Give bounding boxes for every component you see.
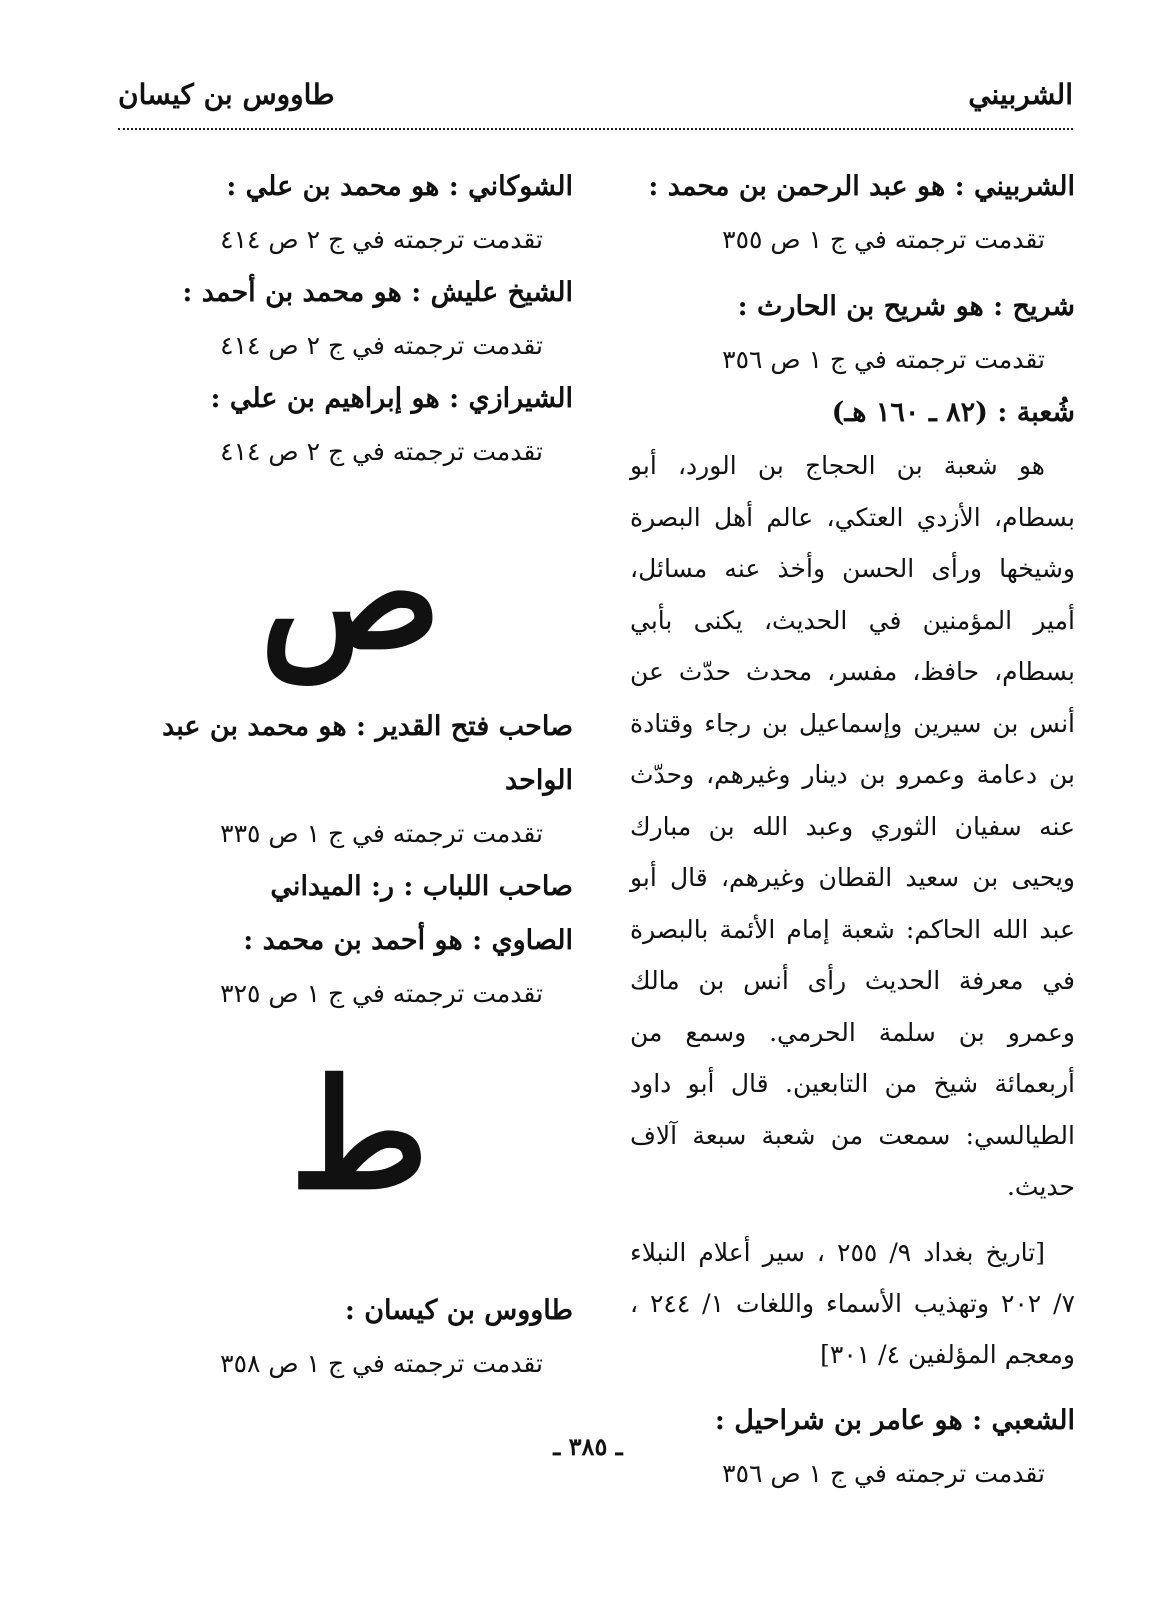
- entry-body-shuba-text: هو شعبة بن الحجاج بن الورد، أبو بسطام، الأزدي العتكي، عالم أهل البصرة وشيخها ورأى الحسن وأخذ عنه مسائل، أمير المؤمنين في الحديث، يكنى بأبي بسطام، حافظ، مفسر، محدث حدّث عن أنس بن سيرين وإسماعيل بن رجاء وقتادة بن دعامة وعمرو بن دينار وغيرهم، وحدّث عنه سفيان الثوري وعبد الله بن مبارك ويحيى بن سعيد القطان وغيرهم، قال أبو عبد الله الحاكم: شعبة إمام الأئمة بالبصرة في معرفة الحديث رأى أنس بن مالك وعمرو بن سلمة الحرمي. وسمع من أربعمائة شيخ من التابعين. قال أبو داود الطيالسي: سمعت من شعبة سبعة آلاف حديث.: [630, 451, 1075, 1201]
- entry-sources-shuba-text: [تاريخ بغداد ٩/ ٢٥٥ ، سير أعلام النبلاء ٧/ ٢٠٢ وتهذيب الأسماء واللغات ١/ ٢٤٤ ، ومعجم المؤلفين ٤/ ٣٠١]: [630, 1237, 1076, 1369]
- entry-title-ulaysh: الشيخ عليش : هو محمد بن أحمد :: [182, 277, 573, 308]
- entry-ref-fath-alqadir: تقدمت ترجمته في ج ١ ص ٣٣٥: [220, 819, 543, 848]
- entry-ref-sawi: تقدمت ترجمته في ج ١ ص ٣٢٥: [220, 979, 543, 1008]
- running-head: [118, 78, 1073, 130]
- section-letter-sad: ص: [260, 507, 442, 683]
- entry-title-tawus: طاووس بن كيسان :: [344, 1295, 573, 1326]
- section-letter-ta: ط: [290, 1047, 429, 1223]
- page-number: ـ ٣٨٥ ـ: [553, 1432, 623, 1461]
- left-column-bottom: [118, 1284, 573, 1390]
- right-column: [630, 160, 1075, 1500]
- entry-title-fath-alqadir: صاحب فتح القدير : هو محمد بن عبد الواحد: [162, 711, 573, 796]
- entry-ref-shurayh: تقدمت ترجمته في ج ١ ص ٣٥٦: [722, 345, 1045, 374]
- entry-ref-ulaysh: تقدمت ترجمته في ج ٢ ص ٤١٤: [220, 331, 543, 360]
- entry-title-shirazi: الشيرازي : هو إبراهيم بن علي :: [210, 383, 573, 414]
- entry-title-shabi: الشعبي : هو عامر بن شراحيل :: [714, 1404, 1075, 1436]
- entry-ref-shirazi: تقدمت ترجمته في ج ٢ ص ٤١٤: [220, 437, 543, 466]
- entry-ref-sharbini: تقدمت ترجمته في ج ١ ص ٣٥٥: [722, 225, 1045, 254]
- entry-sources-shuba: [630, 1227, 1075, 1380]
- entry-title-sawi: الصاوي : هو أحمد بن محمد :: [243, 925, 573, 956]
- left-column-middle: [118, 700, 573, 1020]
- entry-ref-tawus: تقدمت ترجمته في ج ١ ص ٣٥٨: [220, 1349, 543, 1378]
- entry-title-allubab: صاحب اللباب : ر: الميداني: [270, 871, 573, 902]
- running-head-right: الشربيني: [968, 78, 1073, 111]
- entry-ref-shabi: تقدمت ترجمته في ج ١ ص ٣٥٦: [722, 1458, 1045, 1488]
- running-head-left: طاووس بن كيسان: [118, 78, 335, 111]
- entry-ref-shawkani: تقدمت ترجمته في ج ٢ ص ٤١٤: [220, 225, 543, 254]
- entry-title-shuba: شُعبة : (٨٢ ـ ١٦٠ هـ): [831, 397, 1075, 428]
- left-column-top: [118, 160, 573, 478]
- entry-body-shuba: [630, 440, 1075, 1213]
- entry-title-shawkani: الشوكاني : هو محمد بن علي :: [226, 171, 573, 202]
- entry-title-shurayh: شريح : هو شريح بن الحارث :: [737, 291, 1075, 322]
- entry-title-sharbini: الشربيني : هو عبد الرحمن بن محمد :: [648, 171, 1075, 202]
